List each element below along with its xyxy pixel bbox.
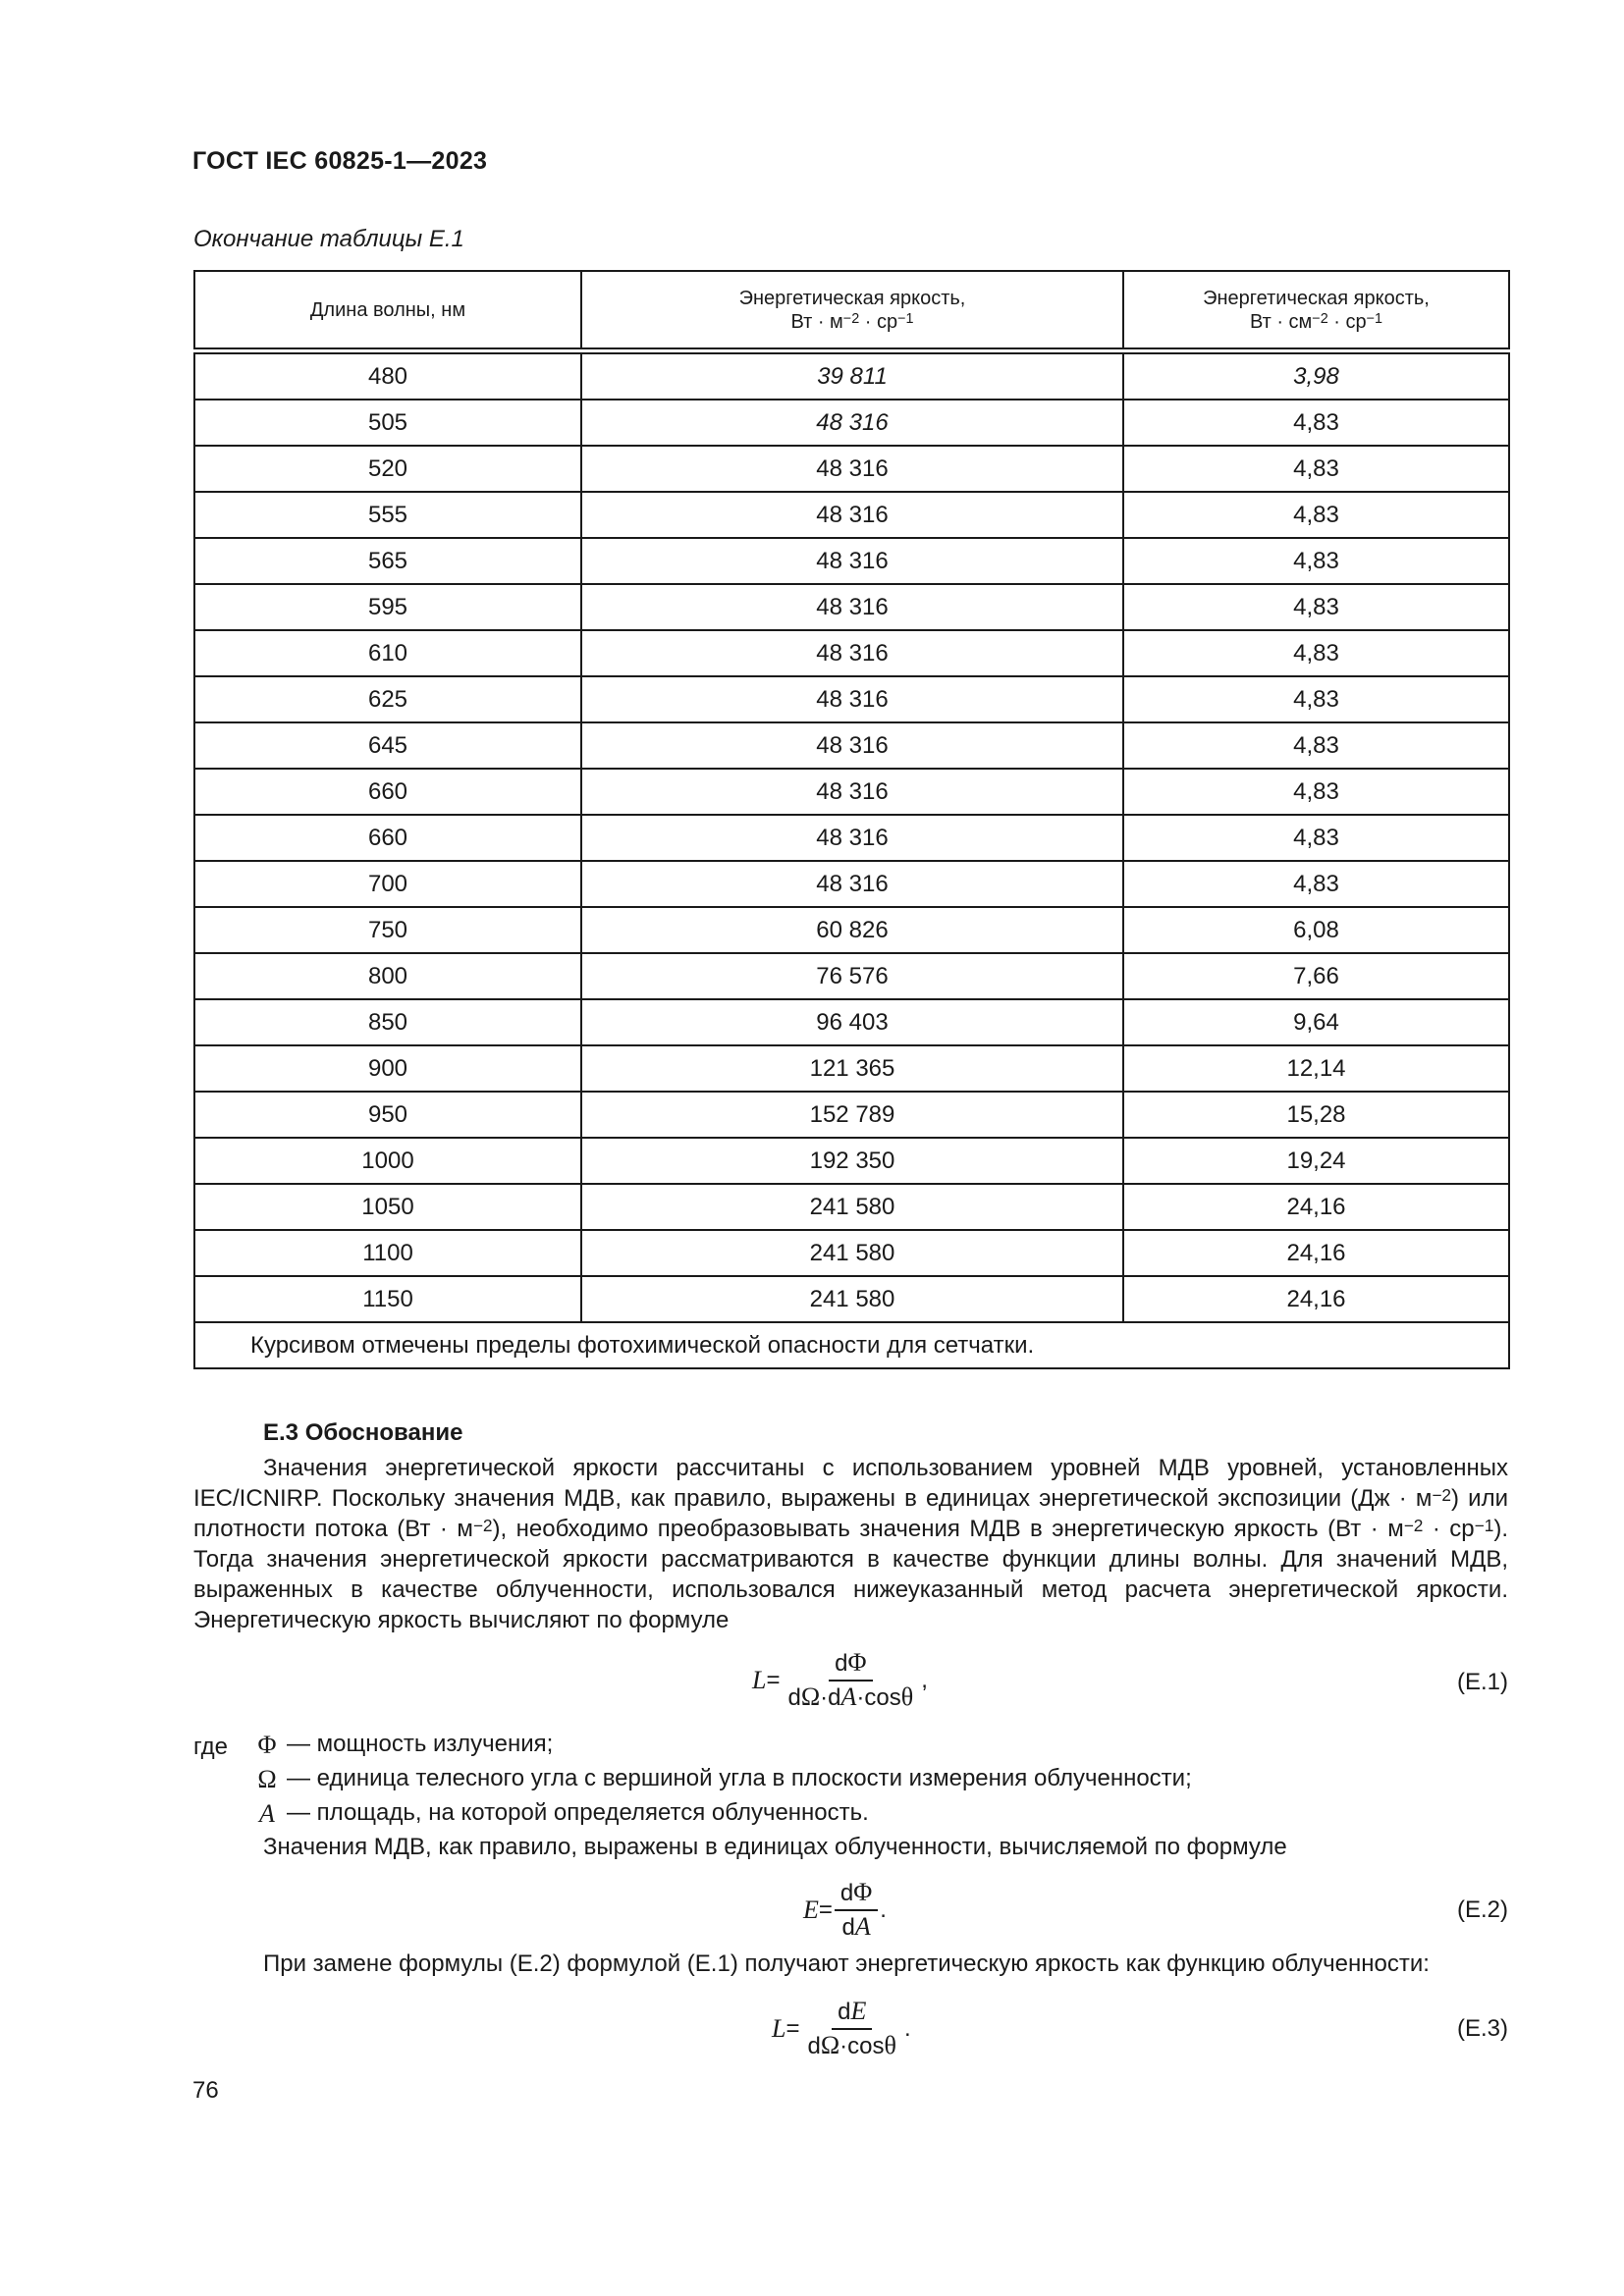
cell-radiance-cm2: 3,98 [1123, 351, 1509, 400]
cell-wavelength: 520 [194, 446, 581, 492]
formula-e2: E = $\frac{d\Phi}{dA}$ . [803, 1878, 887, 1941]
cell-radiance-cm2: 24,16 [1123, 1230, 1509, 1276]
table-row [194, 676, 1509, 722]
cell-radiance-cm2: 4,83 [1123, 815, 1509, 861]
section-title: Е.3 Обоснование [263, 1419, 463, 1446]
definition-omega: Ω — единица телесного угла с вершиной угла в плоскости измерения облученности; [257, 1765, 1192, 1793]
table-note: Курсивом отмечены пределы фотохимической опасности для сетчатки. [194, 1322, 1509, 1368]
table-row [194, 630, 1509, 676]
cell-wavelength: 625 [194, 676, 581, 722]
definition-phi: Φ — мощность излучения; [257, 1731, 554, 1759]
cell-wavelength: 700 [194, 861, 581, 907]
cell-wavelength: 1050 [194, 1184, 581, 1230]
cell-wavelength: 555 [194, 492, 581, 538]
table-row [194, 446, 1509, 492]
paragraph-substitution: При замене формулы (Е.2) формулой (Е.1) получают энергетическую яркость как функцию облученности: [263, 1950, 1430, 1977]
header-wavelength: Длина волны, нм [194, 271, 581, 351]
cell-wavelength: 750 [194, 907, 581, 953]
cell-wavelength: 900 [194, 1045, 581, 1092]
justification-paragraph: Значения энергетической яркости рассчитаны с использованием уровней МДВ уровней, установленных IEC/ICNIRP. Поскольку значения МДВ, как правило, выражены в единицах энергетической экспозиции $(Дж \cdot м^{-2})$ или плотности потока $(Вт \cdot м^{-2})$, необходимо преобразовывать значения МДВ в энергетическую яркость $(Вт \cdot м^{-2} \cdot ср^{-1})$. Тогда значения энергетической яркости рассматриваются в качестве функции длины волны. Для значений МДВ, выраженных в качестве облученности, использовался нижеуказанный метод расчета энергетической яркости. Энергетическую яркость вычисляют по формуле [193, 1455, 1508, 1633]
table-row [194, 861, 1509, 907]
cell-radiance-cm2: 4,83 [1123, 492, 1509, 538]
cell-radiance-cm2: 24,16 [1123, 1276, 1509, 1322]
table-row [194, 1230, 1509, 1276]
cell-radiance-m2: 152 789 [581, 1092, 1123, 1138]
table-row [194, 907, 1509, 953]
paragraph-irradiance: Значения МДВ, как правило, выражены в единицах облученности, вычисляемой по формуле [263, 1834, 1287, 1860]
table-row [194, 400, 1509, 446]
cell-radiance-cm2: 15,28 [1123, 1092, 1509, 1138]
cell-radiance-m2: 48 316 [581, 815, 1123, 861]
cell-radiance-cm2: 4,83 [1123, 676, 1509, 722]
document-header: ГОСТ IEC 60825-1—2023 [192, 147, 488, 175]
formula-e1: L = $\frac{d\Phi}{d\Omega\cdot dA\cdot\cos\theta}$ , [752, 1648, 928, 1711]
header-radiance-m2: Энергетическая яркость, Вт · $м^{-2} \cdot ср^{-1}$ [581, 271, 1123, 351]
table-caption: Окончание таблицы Е.1 [193, 226, 464, 252]
cell-radiance-m2: 241 580 [581, 1184, 1123, 1230]
cell-radiance-cm2: 4,83 [1123, 722, 1509, 769]
equation-number-e3: (Е.3) [1456, 2015, 1508, 2042]
definition-area: A — площадь, на которой определяется облученность. [259, 1799, 869, 1828]
cell-radiance-m2: 48 316 [581, 769, 1123, 815]
table-header-row [194, 271, 1509, 351]
table-row [194, 722, 1509, 769]
cell-radiance-cm2: 4,83 [1123, 400, 1509, 446]
cell-radiance-m2: 241 580 [581, 1276, 1123, 1322]
table-row [194, 999, 1509, 1045]
cell-wavelength: 645 [194, 722, 581, 769]
cell-radiance-cm2: 4,83 [1123, 446, 1509, 492]
cell-radiance-cm2: 4,83 [1123, 538, 1509, 584]
cell-radiance-m2: 48 316 [581, 676, 1123, 722]
cell-radiance-m2: 48 316 [581, 630, 1123, 676]
table-row [194, 351, 1509, 400]
table-row [194, 1092, 1509, 1138]
table-row [194, 815, 1509, 861]
cell-radiance-m2: 60 826 [581, 907, 1123, 953]
cell-radiance-cm2: 9,64 [1123, 999, 1509, 1045]
cell-radiance-cm2: 4,83 [1123, 769, 1509, 815]
cell-wavelength: 660 [194, 815, 581, 861]
equation-number-e2: (Е.2) [1456, 1896, 1508, 1923]
table-note-row [194, 1322, 1509, 1368]
equation-number-e1: (Е.1) [1456, 1669, 1508, 1695]
cell-wavelength: 505 [194, 400, 581, 446]
cell-wavelength: 1150 [194, 1276, 581, 1322]
cell-radiance-m2: 39 811 [581, 351, 1123, 400]
cell-wavelength: 1000 [194, 1138, 581, 1184]
cell-wavelength: 950 [194, 1092, 581, 1138]
table-row [194, 953, 1509, 999]
cell-radiance-m2: 76 576 [581, 953, 1123, 999]
cell-radiance-cm2: 4,83 [1123, 630, 1509, 676]
cell-radiance-m2: 48 316 [581, 538, 1123, 584]
cell-wavelength: 850 [194, 999, 581, 1045]
header-radiance-cm2: Энергетическая яркость, Вт · $см^{-2} \cdot ср^{-1}$ [1123, 271, 1509, 351]
cell-wavelength: 595 [194, 584, 581, 630]
table-row [194, 1184, 1509, 1230]
cell-wavelength: 1100 [194, 1230, 581, 1276]
cell-radiance-m2: 48 316 [581, 861, 1123, 907]
table-row [194, 538, 1509, 584]
cell-radiance-cm2: 12,14 [1123, 1045, 1509, 1092]
page-number: 76 [192, 2077, 219, 2104]
radiance-table [193, 270, 1510, 1369]
cell-radiance-cm2: 19,24 [1123, 1138, 1509, 1184]
cell-radiance-m2: 48 316 [581, 400, 1123, 446]
table-row [194, 492, 1509, 538]
cell-wavelength: 480 [194, 351, 581, 400]
cell-radiance-cm2: 4,83 [1123, 584, 1509, 630]
cell-wavelength: 565 [194, 538, 581, 584]
cell-radiance-m2: 48 316 [581, 446, 1123, 492]
cell-wavelength: 660 [194, 769, 581, 815]
cell-radiance-cm2: 6,08 [1123, 907, 1509, 953]
table-row [194, 1045, 1509, 1092]
cell-radiance-m2: 241 580 [581, 1230, 1123, 1276]
table-row [194, 1138, 1509, 1184]
cell-wavelength: 800 [194, 953, 581, 999]
table-row [194, 769, 1509, 815]
cell-wavelength: 610 [194, 630, 581, 676]
cell-radiance-cm2: 4,83 [1123, 861, 1509, 907]
cell-radiance-m2: 48 316 [581, 584, 1123, 630]
cell-radiance-m2: 48 316 [581, 722, 1123, 769]
cell-radiance-m2: 121 365 [581, 1045, 1123, 1092]
cell-radiance-m2: 48 316 [581, 492, 1123, 538]
formula-e3: L = $\frac{dE}{d\Omega\cdot\cos\theta}$ . [772, 1997, 911, 2059]
table-row [194, 584, 1509, 630]
cell-radiance-m2: 96 403 [581, 999, 1123, 1045]
cell-radiance-m2: 192 350 [581, 1138, 1123, 1184]
where-label: где [193, 1734, 229, 1760]
cell-radiance-cm2: 7,66 [1123, 953, 1509, 999]
cell-radiance-cm2: 24,16 [1123, 1184, 1509, 1230]
table-row [194, 1276, 1509, 1322]
